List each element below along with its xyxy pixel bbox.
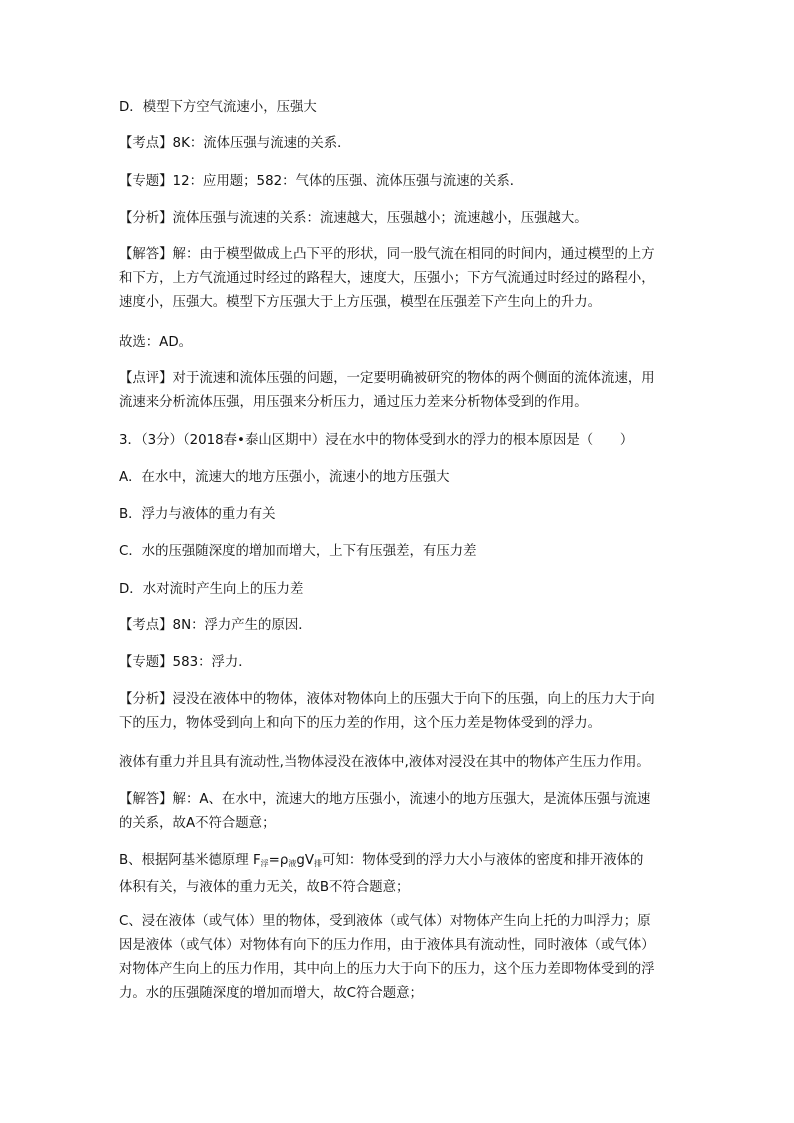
formula-suffix: 可知：物体受到的浮力大小与液体的密度和排开液体的 [322, 853, 644, 868]
text-line: B．浮力与液体的重力有关 [119, 507, 276, 522]
formula-sub-fu: 浮 [260, 859, 269, 868]
formula-sub-ye: 液 [288, 859, 297, 868]
kaodian-1 [119, 132, 679, 156]
formula-mid-gv: gV [296, 853, 315, 868]
text-line: 液体有重力并且具有流动性,当物体浸没在液体中,液体对浸没在其中的物体产生压力作用。 [119, 755, 650, 770]
fenxi-2 [119, 688, 679, 736]
text-line: 【专题】12：应用题；582：气体的压强、流体压强与流速的关系． [119, 174, 524, 189]
text-line: 3．（3分）（2018春•泰山区期中）浸在水中的物体受到水的浮力的根本原因是（ ） [119, 433, 634, 448]
formula-line [119, 849, 679, 876]
option-b [119, 503, 679, 527]
text-line: 【分析】流体压强与流速的关系：流速越大，压强越小；流速越小，压强越大。 [119, 211, 588, 226]
text-line: D．水对流时产生向上的压力差 [119, 582, 304, 597]
option-d [119, 578, 679, 602]
formula-prefix: B、根据阿基米德原理 F [119, 853, 261, 868]
text-line: 【考点】8N：浮力产生的原因． [119, 618, 312, 633]
text-line: 【解答】解：A、在水中，流速大的地方压强小，流速小的地方压强大，是流体压强与流速 [119, 792, 651, 807]
text-line: 的关系，故A不符合题意； [119, 816, 276, 831]
text-line: 【点评】对于流速和流体压强的问题，一定要明确被研究的物体的两个侧面的流体流速，用 [119, 371, 655, 386]
text-line: 力。水的压强随深度的增加而增大，故C符合题意； [119, 986, 423, 1001]
text-line: D．模型下方空气流速小，压强大 [119, 100, 317, 115]
text-line: 【解答】解：由于模型做成上凸下平的形状，同一股气流在相同的时间内，通过模型的上方 [119, 247, 655, 262]
text-line: C、浸在液体（或气体）里的物体，受到液体（或气体）对物体产生向上托的力叫浮力；原 [119, 914, 651, 929]
text-line: 体积有关，与液体的重力无关，故B不符合题意； [119, 880, 410, 895]
text-line: A．在水中，流速大的地方压强小，流速小的地方压强大 [119, 470, 450, 485]
text-line: 因是液体（或气体）对物体有向下的压力作用，由于液体具有流动性，同时液体（或气体） [119, 938, 655, 953]
text-line: 【专题】583：浮力． [119, 655, 252, 670]
dianping-1 [119, 367, 679, 415]
text-line: 速度小，压强大。模型下方压强大于上方压强，模型在压强差下产生向上的升力。 [119, 295, 602, 310]
text-line: 【考点】8K：流体压强与流速的关系． [119, 136, 351, 151]
formula-mid-rho: =ρ [268, 853, 289, 868]
zhuanti-1 [119, 170, 679, 194]
text-line: C．水的压强随深度的增加而增大，上下有压强差，有压力差 [119, 544, 477, 559]
text-line: 下的压力，物体受到向上和向下的压力差的作用，这个压力差是物体受到的浮力。 [119, 716, 602, 731]
text-line: 对物体产生向上的压力作用，其中向上的压力大于向下的压力，这个压力差即物体受到的浮 [119, 962, 655, 977]
question-3 [119, 429, 679, 453]
option-c [119, 540, 679, 564]
jieda-1 [119, 243, 679, 315]
answer-choice [119, 331, 679, 355]
text-line: 故选：AD。 [119, 335, 193, 350]
text-line: 和下方，上方气流通过时经过的路程大，速度大，压强小；下方气流通过时经过的路程小， [119, 271, 655, 286]
jieda-2-b [119, 849, 679, 900]
formula-sub-pai: 排 [314, 859, 323, 868]
option-d-previous [119, 96, 679, 120]
option-a [119, 466, 679, 490]
fenxi-1 [119, 207, 679, 231]
jieda-2 [119, 788, 679, 836]
text-line: 【分析】浸没在液体中的物体，液体对物体向上的压强大于向下的压强，向上的压力大于向 [119, 692, 655, 707]
fenxi-2-cont [119, 751, 679, 775]
zhuanti-2 [119, 651, 679, 675]
text-line: 流速来分析流体压强，用压强来分析压力，通过压力差来分析物体受到的作用。 [119, 395, 588, 410]
kaodian-2 [119, 614, 679, 638]
jieda-2-c [119, 910, 679, 1006]
